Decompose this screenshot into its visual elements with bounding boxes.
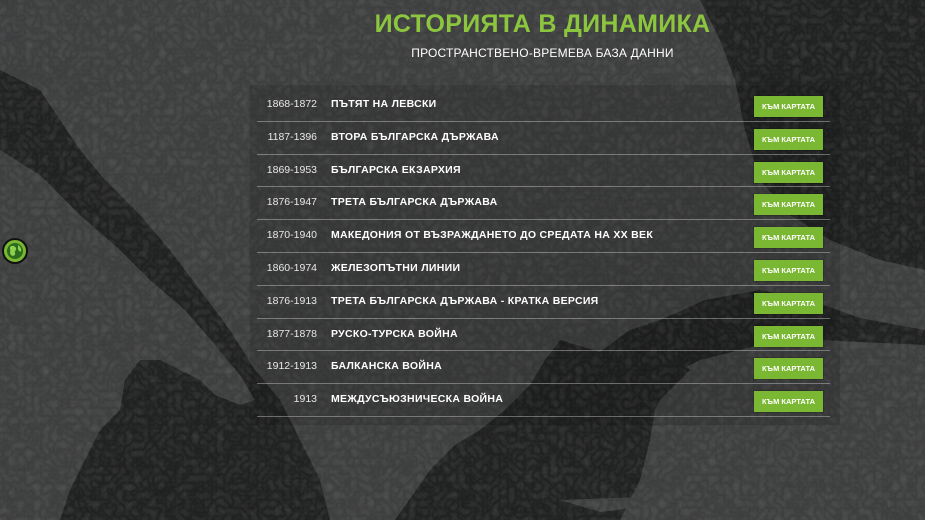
dataset-name[interactable]: ВТОРА БЪЛГАРСКА ДЪРЖАВА xyxy=(331,130,499,143)
to-map-button[interactable]: КЪМ КАРТАТА xyxy=(754,260,823,281)
dataset-name[interactable]: БАЛКАНСКА ВОЙНА xyxy=(331,360,442,373)
to-map-button[interactable]: КЪМ КАРТАТА xyxy=(754,326,823,347)
to-map-button[interactable]: КЪМ КАРТАТА xyxy=(754,162,823,183)
to-map-button[interactable]: КЪМ КАРТАТА xyxy=(754,358,823,379)
dataset-list xyxy=(257,89,830,417)
list-item xyxy=(257,187,830,220)
year-range: 1869-1953 xyxy=(266,163,317,176)
dataset-name[interactable]: ТРЕТА БЪЛГАРСКА ДЪРЖАВА - КРАТКА ВЕРСИЯ xyxy=(331,294,599,307)
dataset-name[interactable]: БЪЛГАРСКА ЕКЗАРХИЯ xyxy=(331,163,461,176)
to-map-button[interactable]: КЪМ КАРТАТА xyxy=(754,96,823,117)
page-subtitle: ПРОСТРАНСТВЕНО-ВРЕМЕВА БАЗА ДАННИ xyxy=(411,46,674,60)
to-map-button[interactable]: КЪМ КАРТАТА xyxy=(754,293,823,314)
list-item xyxy=(257,319,830,352)
list-item xyxy=(257,351,830,384)
list-item xyxy=(257,89,830,122)
dataset-name[interactable]: ЖЕЛЕЗОПЪТНИ ЛИНИИ xyxy=(331,261,461,274)
list-item xyxy=(257,220,830,253)
list-item xyxy=(257,155,830,188)
to-map-button[interactable]: КЪМ КАРТАТА xyxy=(754,194,823,215)
year-range: 1913 xyxy=(293,393,317,406)
globe-button[interactable] xyxy=(2,238,28,264)
year-range: 1876-1947 xyxy=(266,196,317,209)
dataset-name[interactable]: МЕЖДУСЪЮЗНИЧЕСКА ВОЙНА xyxy=(331,393,504,406)
page-title: ИСТОРИЯТА В ДИНАМИКА xyxy=(374,10,711,38)
year-range: 1187-1396 xyxy=(267,130,317,143)
year-range: 1912-1913 xyxy=(266,360,317,373)
list-item xyxy=(257,286,830,319)
dataset-name[interactable]: ПЪТЯТ НА ЛЕВСКИ xyxy=(331,98,437,110)
dataset-name[interactable]: РУСКО-ТУРСКА ВОЙНА xyxy=(331,327,458,340)
year-range: 1870-1940 xyxy=(266,229,317,242)
year-range: 1868-1872 xyxy=(266,98,317,110)
year-range: 1876-1913 xyxy=(266,294,317,307)
year-range: 1860-1974 xyxy=(266,261,317,274)
to-map-button[interactable]: КЪМ КАРТАТА xyxy=(754,227,823,248)
list-item xyxy=(257,253,830,286)
to-map-button[interactable]: КЪМ КАРТАТА xyxy=(754,129,823,150)
globe-icon xyxy=(6,242,24,260)
list-item xyxy=(257,384,830,417)
dataset-name[interactable]: ТРЕТА БЪЛГАРСКА ДЪРЖАВА xyxy=(331,196,498,209)
dataset-name[interactable]: МАКЕДОНИЯ ОТ ВЪЗРАЖДАНЕТО ДО СРЕДАТА НА XX ВЕК xyxy=(331,229,654,242)
to-map-button[interactable]: КЪМ КАРТАТА xyxy=(754,391,823,412)
year-range: 1877-1878 xyxy=(266,327,317,340)
list-item xyxy=(257,122,830,155)
